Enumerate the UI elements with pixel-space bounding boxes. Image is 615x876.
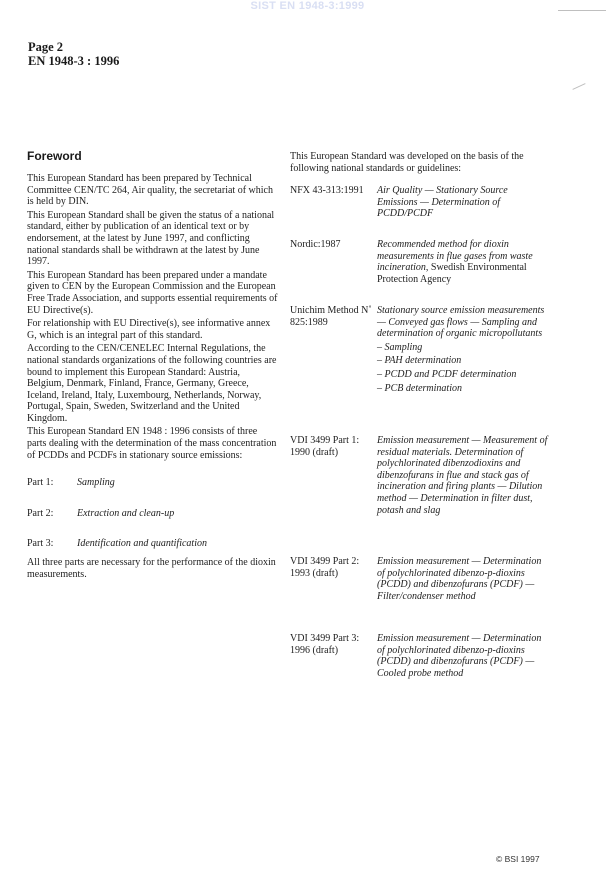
paragraph: This European Standard shall be given the status of a national standard, either by publication of an identical text or by endorsement, at the latest by June 1997, and conflicting national standards shall be withdrawn at the latest by June 1997. bbox=[27, 209, 275, 268]
reference-code: VDI 3499 Part 2: 1993 (draft) bbox=[290, 556, 360, 579]
watermark: SIST EN 1948-3:1999 bbox=[250, 0, 365, 12]
part-title: Sampling bbox=[77, 477, 115, 489]
reference-entry bbox=[290, 185, 548, 220]
part-title: Identification and quantification bbox=[77, 538, 207, 550]
page-header bbox=[28, 40, 119, 68]
reference-subitem: – PAH determination bbox=[377, 355, 462, 367]
reference-subitem: – PCB determination bbox=[377, 382, 462, 394]
part-item bbox=[27, 508, 279, 520]
part-label: Part 1: bbox=[27, 477, 54, 489]
reference-entry bbox=[290, 305, 548, 394]
reference-description: Emission measurement — Determination of polychlorinated dibenzo-p-dioxins (PCDD) and dibenzofurans (PCDF) — Filter/condenser method bbox=[377, 556, 542, 602]
scan-mark bbox=[572, 83, 585, 90]
part-item bbox=[27, 477, 279, 489]
reference-entry bbox=[290, 239, 548, 285]
foreword-body bbox=[27, 173, 279, 582]
part-label: Part 3: bbox=[27, 538, 54, 550]
reference-code: NFX 43-313:1991 bbox=[290, 185, 364, 196]
reference-entry bbox=[290, 435, 548, 516]
reference-entry bbox=[290, 633, 548, 679]
reference-title: Recommended method for dioxin measurements in flue gases from waste incineration bbox=[377, 239, 533, 274]
reference-description bbox=[377, 239, 548, 285]
reference-description: Emission measurement — Determination of polychlorinated dibenzo-p-dioxins (PCDD) and dibenzofurans (PCDF) — Cooled probe method bbox=[377, 633, 542, 679]
reference-publisher: , Swedish Environmental Protection Agency bbox=[377, 262, 527, 285]
paragraph: This European Standard has been prepared under a mandate given to CEN by the European Commission and the European Free Trade Association, and supports essential requirements of EU Directive(s). bbox=[27, 269, 278, 316]
paragraph: This European Standard EN 1948 : 1996 consists of three parts dealing with the determination of the mass concentration of PCDDs and PCDFs in stationary source emissions: bbox=[27, 426, 277, 461]
reference-subitem: – Sampling bbox=[377, 341, 423, 353]
reference-description: Emission measurement — Measurement of residual materials. Determination of polychlorinated dibenzodioxins and dibenzofurans in flue and stack gas of incineration and firing plants — Dilution method — Determination in filter dust, potash and slag bbox=[377, 435, 548, 516]
reference-subitem: – PCDD and PCDF determination bbox=[377, 368, 517, 380]
reference-code: Nordic:1987 bbox=[290, 239, 341, 250]
page-number: Page 2 bbox=[28, 40, 64, 54]
part-item bbox=[27, 538, 279, 550]
paragraph: This European Standard has been prepared by Technical Committee CEN/TC 264, Air quality, the secretariat of which is held by DIN. bbox=[27, 173, 273, 208]
reference-code: VDI 3499 Part 1: 1990 (draft) bbox=[290, 435, 360, 458]
paragraph: All three parts are necessary for the performance of the dioxin measurements. bbox=[27, 557, 276, 580]
reference-code: VDI 3499 Part 3: 1996 (draft) bbox=[290, 633, 360, 656]
standard-id: EN 1948-3 : 1996 bbox=[28, 54, 120, 68]
reference-description: Air Quality — Stationary Source Emissions — Determination of PCDD/PCDF bbox=[377, 185, 508, 220]
part-title: Extraction and clean-up bbox=[77, 507, 175, 519]
basis-intro-block bbox=[290, 151, 548, 174]
section-title: Foreword bbox=[27, 149, 82, 163]
basis-intro: This European Standard was developed on the basis of the following national standards or guidelines: bbox=[290, 151, 524, 174]
scan-mark bbox=[558, 10, 606, 11]
reference-entry bbox=[290, 556, 548, 602]
reference-code: Unichim Method N˚ 825:1989 bbox=[290, 305, 372, 328]
part-label: Part 2: bbox=[27, 507, 54, 519]
reference-title: Stationary source emission measurements — Conveyed gas flows — Sampling and determination of organic micropollutants bbox=[377, 305, 545, 340]
paragraph: For relationship with EU Directive(s), see informative annex G, which is an integral part of this standard. bbox=[27, 318, 271, 341]
paragraph: According to the CEN/CENELEC Internal Regulations, the national standards organizations of the following countries are bound to implement this European Standard: Austria, Belgium, Denmark, Finland, France, Germany, Greece, Iceland, Ireland, Italy, Luxembourg, Netherlands, Norway, Portugal, Spain, Sweden, Switzerland and the United Kingdom. bbox=[27, 343, 277, 424]
copyright: © BSI 1997 bbox=[496, 854, 540, 864]
reference-description bbox=[377, 305, 548, 394]
